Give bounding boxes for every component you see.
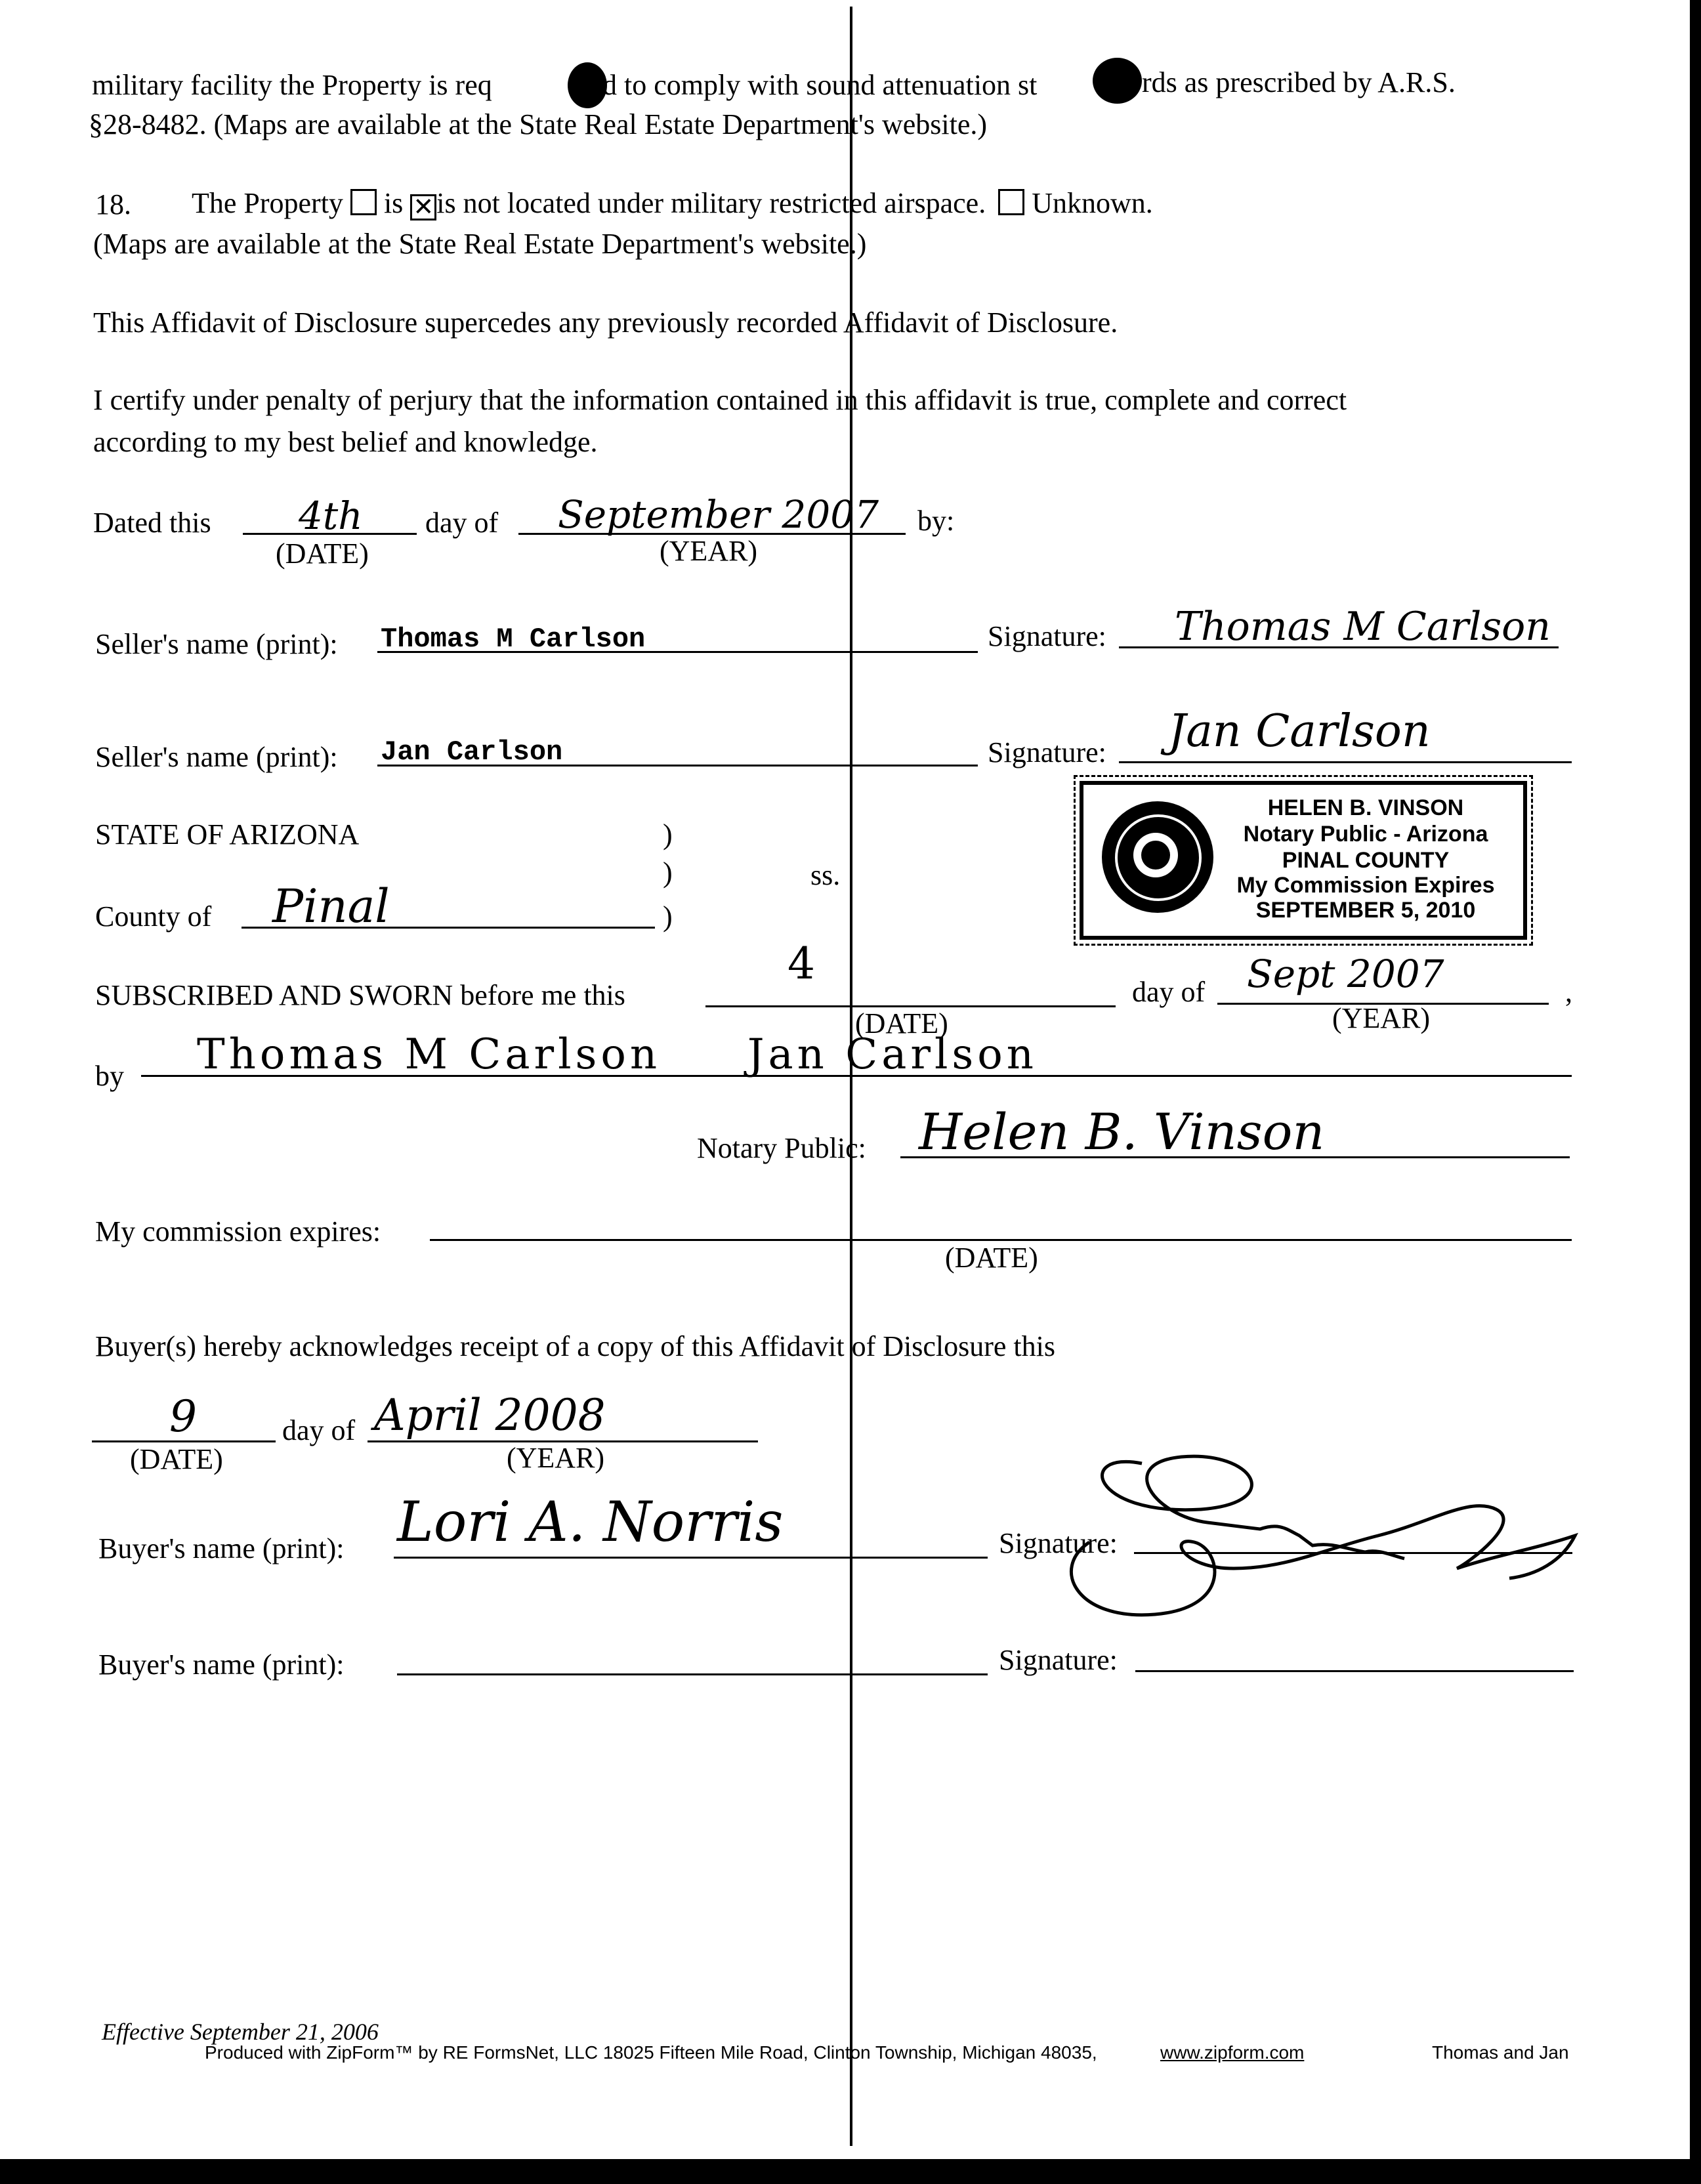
ss-label: ss. bbox=[810, 859, 841, 891]
redaction-blot bbox=[568, 62, 607, 108]
seller2-name: Jan Carlson bbox=[381, 736, 563, 768]
p18-line2: (Maps are available at the State Real Estate Department's website.) bbox=[93, 228, 867, 260]
p18-text: The Property bbox=[192, 187, 343, 219]
sworn-by: by bbox=[95, 1060, 124, 1092]
unknown-checkbox[interactable] bbox=[998, 189, 1024, 215]
footer-produced: Produced with ZipForm™ by RE FormsNet, LLC 18025 Fifteen Mile Road, Clinton Township, Michigan 48035, bbox=[205, 2042, 1097, 2063]
p18-line1 bbox=[192, 189, 1153, 220]
seller2-label: Seller's name (print): bbox=[95, 741, 338, 773]
dated-date-label: (DATE) bbox=[276, 537, 369, 570]
county-value: Pinal bbox=[272, 879, 390, 933]
seller1-name-line bbox=[377, 651, 978, 653]
certify-line1: I certify under penalty of perjury that the information contained in this affidavit is true, complete and correct bbox=[93, 384, 1347, 416]
buyer2-sig-line bbox=[1135, 1670, 1574, 1672]
notary-signature: Helen B. Vinson bbox=[919, 1102, 1325, 1161]
supersedes-text: This Affidavit of Disclosure supercedes any previously recorded Affidavit of Disclosure. bbox=[93, 306, 1118, 339]
buyer2-sig-label: Signature: bbox=[999, 1644, 1118, 1676]
sworn-year-label: (YEAR) bbox=[1332, 1002, 1431, 1034]
paren-3: ) bbox=[663, 900, 673, 933]
sworn-by-value: Thomas M Carlson Jan Carlson bbox=[197, 1030, 1038, 1079]
commission-line bbox=[430, 1239, 1572, 1241]
stamp-line1: HELEN B. VINSON bbox=[1267, 795, 1464, 820]
dated-dayof: day of bbox=[425, 507, 499, 539]
buyer1-sig-label: Signature: bbox=[999, 1527, 1118, 1559]
seller1-label: Seller's name (print): bbox=[95, 628, 338, 660]
seller1-sig-label: Signature: bbox=[988, 620, 1106, 652]
footer-name: Thomas and Jan bbox=[1432, 2042, 1569, 2063]
notary-stamp bbox=[1080, 781, 1527, 940]
seller2-sig-label: Signature: bbox=[988, 736, 1106, 768]
sworn-comma: , bbox=[1565, 976, 1572, 1008]
seller2-signature: Jan Carlson bbox=[1168, 705, 1431, 757]
stamp-line4: My Commission Expires bbox=[1236, 873, 1495, 898]
buyer1-name-line bbox=[394, 1557, 988, 1559]
notary-label: Notary Public: bbox=[697, 1132, 866, 1164]
dated-year-label: (YEAR) bbox=[660, 535, 758, 567]
stamp-line3: PINAL COUNTY bbox=[1282, 848, 1450, 873]
p17-line2: §28-8482. (Maps are available at the State Real Estate Department's website.) bbox=[89, 108, 988, 140]
certify-line2: according to my best belief and knowledge. bbox=[93, 426, 598, 458]
p18-is: is bbox=[383, 187, 404, 219]
is-not-checkbox-checked[interactable]: ✕ bbox=[410, 194, 436, 220]
dated-by: by: bbox=[917, 505, 955, 537]
dated-label: Dated this bbox=[93, 507, 211, 539]
county-label: County of bbox=[95, 900, 212, 933]
redaction-blot bbox=[1093, 58, 1142, 104]
buyer1-name: Lori A. Norris bbox=[397, 1490, 784, 1554]
sworn-label: SUBSCRIBED AND SWORN before me this bbox=[95, 979, 625, 1011]
state-label: STATE OF ARIZONA bbox=[95, 818, 360, 850]
scan-border-bottom bbox=[0, 2159, 1701, 2184]
buyer-ack-year-label: (YEAR) bbox=[507, 1442, 605, 1474]
stamp-line2: Notary Public - Arizona bbox=[1243, 822, 1488, 847]
p17-line1c: rds as prescribed by A.R.S. bbox=[1142, 66, 1456, 98]
p18-number: 18. bbox=[95, 188, 131, 220]
paren-1: ) bbox=[663, 818, 673, 850]
dated-date-value: 4th bbox=[299, 494, 363, 538]
buyer1-label: Buyer's name (print): bbox=[98, 1532, 345, 1564]
stamp-line5: SEPTEMBER 5, 2010 bbox=[1255, 898, 1476, 923]
buyer-ack-date-value: 9 bbox=[169, 1391, 197, 1442]
buyer2-name-line bbox=[397, 1673, 988, 1675]
is-checkbox[interactable] bbox=[350, 189, 377, 215]
commission-date-label: (DATE) bbox=[945, 1242, 1038, 1274]
footer-url[interactable]: www.zipform.com bbox=[1160, 2042, 1305, 2063]
buyer-ack-date-label: (DATE) bbox=[130, 1443, 223, 1475]
seller2-name-line bbox=[377, 765, 978, 766]
seller1-signature: Thomas M Carlson bbox=[1175, 604, 1551, 650]
seller1-name: Thomas M Carlson bbox=[381, 623, 646, 655]
p17-line1a: military facility the Property is req bbox=[92, 69, 492, 101]
paren-2: ) bbox=[663, 856, 673, 889]
sworn-dayof: day of bbox=[1132, 976, 1206, 1008]
seller2-sig-line bbox=[1119, 761, 1572, 763]
footer-effective: Effective September 21, 2006 bbox=[102, 2019, 379, 2045]
buyer2-label: Buyer's name (print): bbox=[98, 1648, 345, 1681]
sworn-year-value: Sept 2007 bbox=[1247, 952, 1444, 996]
sworn-date-label: (DATE) bbox=[855, 1007, 948, 1040]
buyer-ack-dayof: day of bbox=[282, 1414, 356, 1446]
p18-unknown: Unknown. bbox=[1032, 187, 1153, 219]
scan-border-right bbox=[1690, 0, 1701, 2184]
commission-label: My commission expires: bbox=[95, 1215, 381, 1248]
buyer-ack-text: Buyer(s) hereby acknowledges receipt of a copy of this Affidavit of Disclosure this bbox=[95, 1330, 1055, 1362]
p17-line1b: d to comply with sound attenuation st bbox=[602, 69, 1038, 101]
notary-seal bbox=[1102, 801, 1213, 913]
buyer-ack-year-value: April 2008 bbox=[374, 1390, 606, 1440]
sworn-date-value: 4 bbox=[788, 938, 815, 989]
dated-year-value: September 2007 bbox=[558, 492, 879, 537]
p18-is-not: is not located under military restricted airspace. bbox=[436, 187, 986, 219]
buyer1-signature-scribble bbox=[1037, 1437, 1595, 1634]
